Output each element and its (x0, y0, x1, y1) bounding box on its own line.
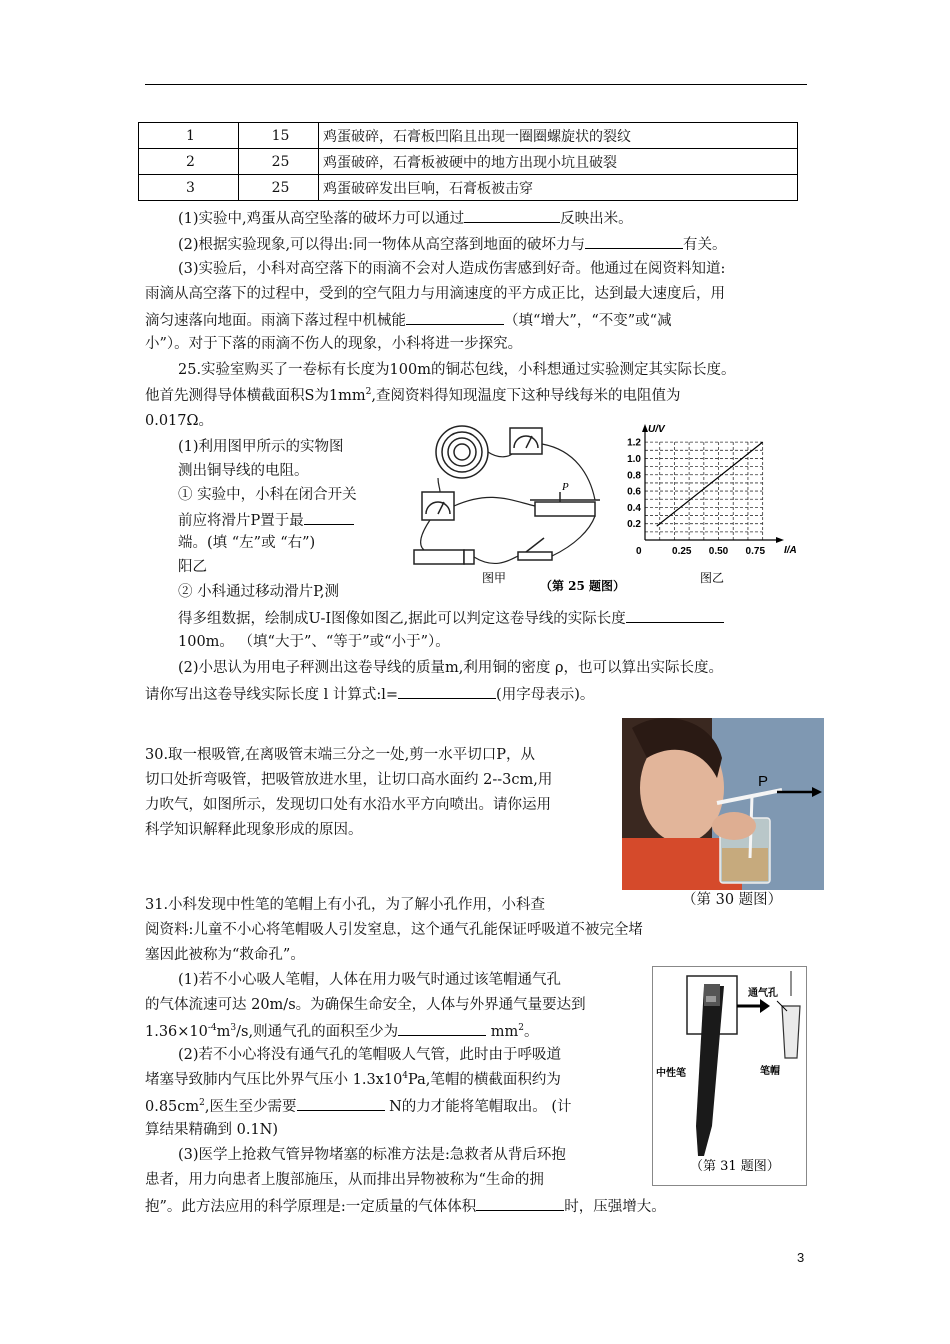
fig-25-caption: （第 25 题图） (540, 579, 626, 593)
q25-sub-4: 前应将滑片P置于最 (178, 510, 354, 530)
pen-label: 中性笔 (656, 1068, 686, 1079)
q31-line-13: 抱”。此方法应用的科学原理是:一定质量的气体体积 时，压强增大。 (145, 1196, 666, 1216)
girl-straw-photo (622, 718, 824, 890)
q24-line-1: (1)实验中,鸡蛋从高空坠落的破坏力可以通过 反映出米。 (178, 208, 633, 228)
q31-line-6: $1.36\times 10^{-4}m^3/s$,则通气孔的面积至少为 $mm^2$。 (145, 1021, 538, 1041)
answer-blank[interactable] (297, 1096, 385, 1111)
voltmeter-icon (510, 428, 542, 454)
y-axis-label: U/V (648, 424, 665, 435)
y-tick-label: 0.6 (627, 486, 641, 498)
q25-sub-8: 得多组数据，绘制成U-I图像如图乙,据此可以判定这卷导线的实际长度 (178, 608, 724, 628)
q31-line-5: 的气体流速可达 20m/s。为确保生命安全，人体与外界通气量要达到 (145, 997, 586, 1013)
table-row (139, 175, 798, 201)
q30-line-3: 力吹气，如图所示，发现切口处有水沿水平方向喷出。请你运用 (145, 797, 551, 813)
q31-line-2: 阅资料:儿童不小心将笔帽吸人引发窒息，这个通气孔能保证呼吸道不被完全堵 (145, 922, 643, 938)
cell-no: 2 (139, 149, 239, 175)
rheostat-icon (530, 492, 600, 516)
cell-height: 25 (239, 175, 319, 201)
q30-line-1: 30.取一根吸管,在离吸管末端三分之一处,剪一水平切口P，从 (145, 747, 536, 763)
q31-line-4: (1)若不小心吸人笔帽，人体在用力吸气时通过该笔帽通气孔 (178, 972, 562, 988)
vent-label: 通气孔 (748, 988, 778, 999)
q24-line-5: 滴匀速落向地面。雨滴下落过程中机械能 （填“增大”，“不变”或“减 (145, 310, 672, 330)
answer-blank[interactable] (476, 1196, 564, 1211)
q25-sub-5: 端。(填 “左”或 “右”) (178, 535, 316, 551)
table-row (139, 149, 798, 175)
q31-line-10: 算结果精确到 0.1N) (145, 1122, 279, 1138)
origin-label: 0 (636, 546, 642, 557)
q25-sub-10: (2)小思认为用电子秤测出这卷导线的质量m,利用铜的密度 ρ，也可以算出实际长度。 (178, 660, 724, 676)
answer-blank[interactable] (464, 208, 560, 223)
cell-no: 3 (139, 175, 239, 201)
q31-line-12: 患者，用力向患者上腹部施压，从而排出异物被称为“生命的拥 (145, 1172, 544, 1188)
answer-blank[interactable] (406, 310, 504, 325)
fig-30-caption: （第 30 题图） (682, 892, 783, 908)
q25-sub-7: ② 小科通过移动滑片P,测 (178, 584, 340, 600)
x-axis-label: I/A (784, 545, 797, 556)
answer-blank[interactable] (398, 1021, 486, 1036)
fig-31-caption: （第 31 题图） (690, 1159, 780, 1174)
cap-label: 笔帽 (760, 1066, 780, 1077)
cut-p-label: P (758, 773, 769, 790)
q25-line-3: 0.017Ω。 (145, 413, 214, 429)
y-tick-label: 1.0 (627, 453, 641, 465)
figure-31 (652, 966, 807, 1186)
fig-yi-label: 图乙 (700, 571, 725, 585)
q31-line-11: (3)医学上抢救气管异物堵塞的标准方法是:急救者从背后环抱 (178, 1147, 566, 1163)
x-tick-label: 0.25 (672, 546, 692, 557)
q31-line-9: $0.85cm^2$,医生至少需要 N的力才能将笔帽取出。 (计 (145, 1096, 572, 1116)
y-tick-label: 0.2 (627, 519, 641, 531)
q24-line-4: 雨滴从高空落下的过程中，受到的空气阻力与用滴速度的平方成正比，达到最大速度后，用 (145, 286, 725, 302)
answer-blank[interactable] (304, 510, 354, 525)
y-tick-label: 0.4 (627, 502, 641, 514)
table-row (139, 123, 798, 149)
q25-line-1: 25.实验室购买了一卷标有长度为100m的铜芯包线，小科想通过实验测定其实际长度。 (178, 362, 736, 378)
slider-label: P (562, 481, 569, 493)
cell-result: 鸡蛋破碎发出巨响，石膏板被击穿 (319, 175, 798, 201)
pen-cap-diagram (652, 966, 807, 1186)
figure-30-photo (622, 718, 824, 890)
page-number: 3 (797, 1250, 805, 1265)
y-tick-label: 1.2 (627, 437, 641, 449)
q30-line-4: 科学知识解释此现象形成的原因。 (145, 822, 363, 838)
q31-line-7: (2)若不小心将没有通气孔的笔帽吸人气管，此时由于呼吸道 (178, 1047, 562, 1063)
q31-line-8: 堵塞导致肺内气压比外界气压小 $1.3x10^4Pa$,笔帽的横截面积约为 (145, 1071, 561, 1088)
q25-sub-3: ① 实验中，小科在闭合开关 (178, 487, 357, 503)
x-axis-arrow-icon (776, 537, 784, 543)
q25-sub-6: 阳乙 (178, 559, 207, 575)
results-table (138, 122, 798, 201)
q31-line-3: 塞因此被称为“救命孔”。 (145, 947, 305, 963)
q30-line-2: 切口处折弯吸管，把吸管放进水里，让切口高水面约 2--3cm,用 (145, 772, 553, 788)
q25-sub-9: 100m。 （填“大于”、“等于”或“小于”）。 (178, 634, 450, 650)
q25-line-2: 他首先测得导体横截面积S为$1mm^2$,查阅资料得知现温度下这种导线每米的电阻值为 (145, 387, 681, 404)
cell-no: 1 (139, 123, 239, 149)
header-rule (145, 84, 807, 85)
x-tick-label: 0.75 (745, 546, 766, 557)
data-line (657, 442, 763, 526)
answer-blank[interactable] (398, 684, 496, 699)
cell-result: 鸡蛋破碎，石膏板凹陷且出现一圈圈螺旋状的裂纹 (319, 123, 798, 149)
wire-coil-icon (436, 426, 488, 478)
q25-sub-2: 测出铜导线的电阻。 (178, 463, 309, 479)
x-tick-label: 0.50 (708, 546, 729, 557)
y-tick-label: 0.8 (627, 470, 641, 482)
q25-sub-1: (1)利用图甲所示的实物图 (178, 439, 344, 455)
cell-height: 15 (239, 123, 319, 149)
q24-line-6: 小”）。对于下落的雨滴不伤人的现象，小科将进一步探究。 (145, 336, 523, 352)
answer-blank[interactable] (585, 234, 683, 249)
switch-icon (518, 538, 552, 560)
cell-result: 鸡蛋破碎，石膏板被硬中的地方出现小坑且破裂 (319, 149, 798, 175)
q24-line-2: (2)根据实验现象,可以得出:同一物体从高空落到地面的破坏力与 有关。 (178, 234, 727, 254)
answer-blank[interactable] (626, 608, 724, 623)
fig-jia-label: 图甲 (482, 571, 507, 585)
ui-graph (610, 420, 803, 560)
q25-sub-11: 请你写出这卷导线实际长度 l 计算式:l= (用字母表示)。 (145, 684, 594, 704)
battery-icon (414, 550, 474, 564)
q31-line-1: 31.小科发现中性笔的笔帽上有小孔，为了解小孔作用，小科查 (145, 897, 546, 913)
q24-line-3: (3)实验后，小科对高空落下的雨滴不会对人造成伤害感到好奇。他通过在阅资料知道: (178, 261, 726, 277)
cell-height: 25 (239, 149, 319, 175)
ammeter-icon (422, 492, 454, 520)
